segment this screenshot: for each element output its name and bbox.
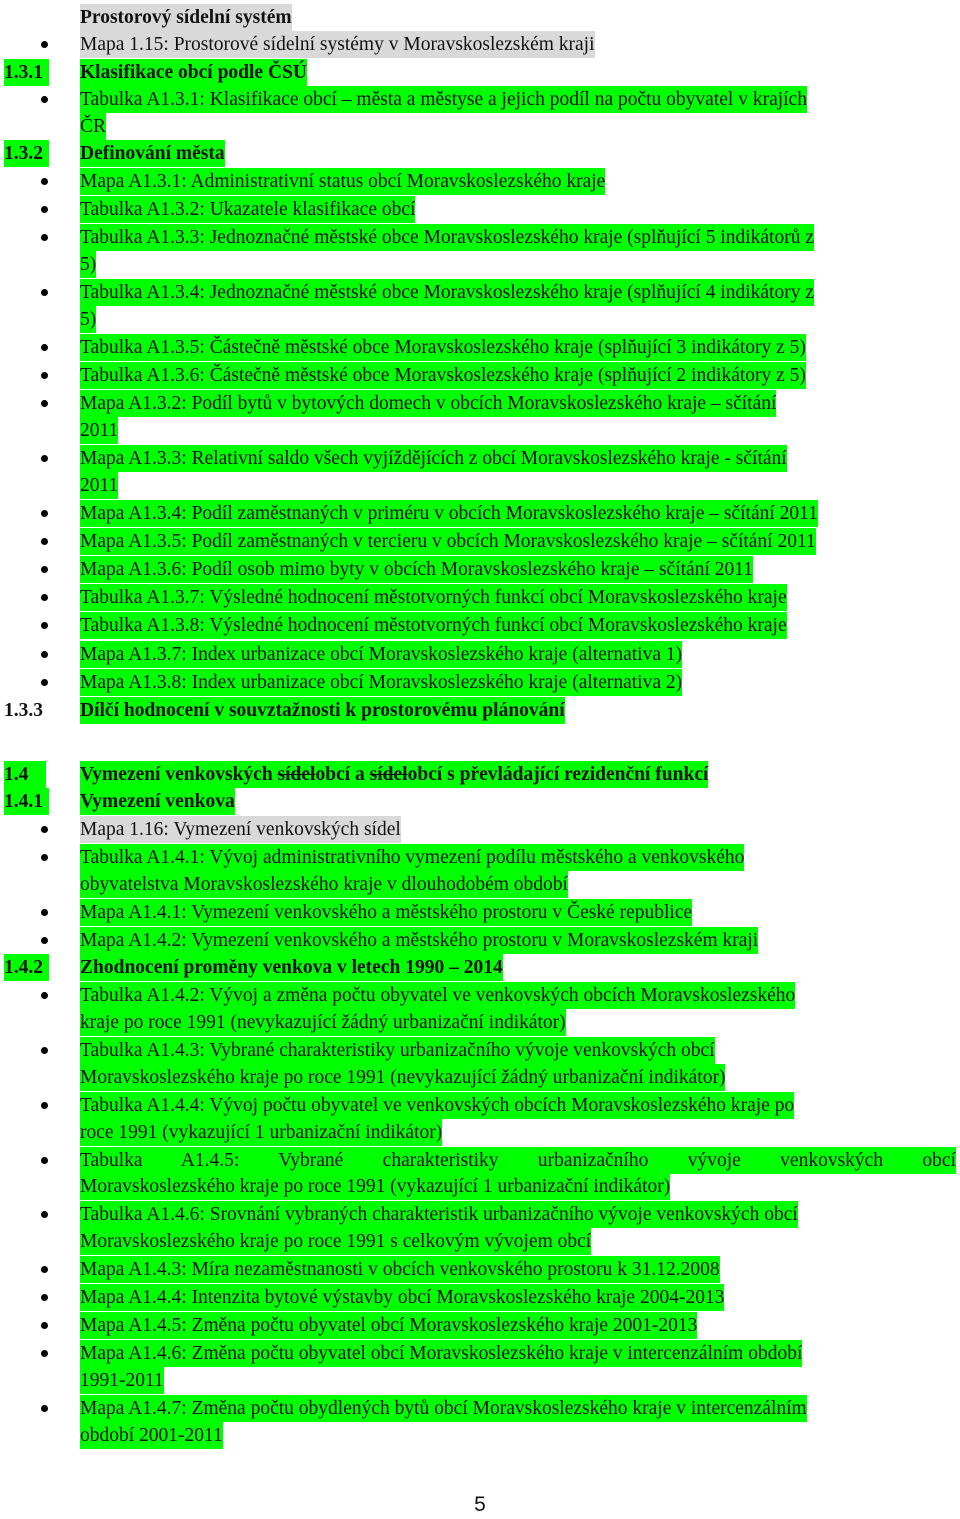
heading-line	[0, 761, 960, 788]
heading-line	[0, 59, 960, 86]
deleted-text: sídel	[369, 764, 408, 785]
list-item-continuation	[0, 1119, 960, 1146]
bullet-icon	[41, 455, 48, 462]
section-number: 1.4	[4, 761, 46, 788]
heading-text: obcí a	[315, 764, 370, 785]
list-item	[0, 1201, 960, 1228]
section-heading: Klasifikace obcí podle ČSÚ	[80, 59, 307, 86]
bullet-icon	[41, 289, 48, 296]
heading-text: obcí s převládající rezidenční funkcí	[407, 764, 709, 785]
list-item-continuation	[0, 472, 960, 499]
bullet-icon	[41, 992, 48, 999]
list-item	[0, 390, 960, 417]
section-number: 1.4.2	[4, 954, 49, 981]
list-item-text: Mapa A1.4.3: Míra nezaměstnanosti v obcích venkovského prostoru k 31.12.2008	[80, 1256, 720, 1283]
list-item	[0, 334, 960, 361]
section-number: 1.3.1	[4, 59, 49, 86]
list-item-text: Tabulka A1.4.1: Vývoj administrativního vymezení podílu městského a venkovského	[80, 844, 744, 871]
list-item-text: Mapa A1.3.1: Administrativní status obcí Moravskoslezského kraje	[80, 168, 605, 195]
heading-line	[0, 4, 960, 31]
section-heading: Vymezení venkova	[80, 788, 235, 815]
list-item-continuation	[0, 1228, 960, 1255]
bullet-icon	[41, 510, 48, 517]
list-item-text: Tabulka A1.4.2: Vývoj a změna počtu obyvatel ve venkovských obcích Moravskoslezského	[80, 982, 795, 1009]
list-item-text: Mapa A1.3.8: Index urbanizace obcí Moravskoslezského kraje (alternativa 2)	[80, 669, 682, 696]
list-item-continuation	[0, 1064, 960, 1091]
bullet-icon	[41, 651, 48, 658]
list-item	[0, 1256, 960, 1283]
list-item	[0, 1147, 960, 1174]
list-item-text: Mapa A1.4.1: Vymezení venkovského a městského prostoru v České republice	[80, 899, 692, 926]
bullet-icon	[41, 400, 48, 407]
list-item	[0, 1092, 960, 1119]
list-item-continuation	[0, 417, 960, 444]
list-item-continuation	[0, 1367, 960, 1394]
list-item	[0, 1312, 960, 1339]
bullet-icon	[41, 909, 48, 916]
list-item-text: Mapa A1.3.3: Relativní saldo všech vyjíždějících z obcí Moravskoslezského kraje - sčítání	[80, 445, 787, 472]
bullet-icon	[41, 1266, 48, 1273]
list-item	[0, 1395, 960, 1422]
list-item	[0, 816, 960, 843]
list-item	[0, 927, 960, 954]
bullet-icon	[41, 234, 48, 241]
bullet-icon	[41, 41, 48, 48]
list-item-continuation	[0, 1173, 960, 1200]
list-item	[0, 445, 960, 472]
list-item	[0, 362, 960, 389]
bullet-icon	[41, 178, 48, 185]
list-item-text: Tabulka A1.3.6: Částečně městské obce Moravskoslezského kraje (splňující 2 indikátory z 5)	[80, 362, 806, 389]
list-item-continuation	[0, 113, 960, 140]
list-item-text: Moravskoslezského kraje po roce 1991 (nevykazující žádný urbanizační indikátor)	[80, 1064, 725, 1091]
heading-line	[0, 788, 960, 815]
list-item	[0, 1340, 960, 1367]
list-item	[0, 669, 960, 696]
list-item-continuation	[0, 1009, 960, 1036]
list-item	[0, 224, 960, 251]
list-item-text: 1991-2011	[80, 1367, 164, 1394]
bullet-icon	[41, 344, 48, 351]
list-item	[0, 612, 960, 639]
list-item-text: Tabulka A1.3.4: Jednoznačné městské obce Moravskoslezského kraje (splňující 4 indikátory z	[80, 279, 814, 306]
bullet-icon	[41, 594, 48, 601]
list-item-text: Tabulka A1.3.5: Částečně městské obce Moravskoslezského kraje (splňující 3 indikátory z 5)	[80, 334, 806, 361]
list-item-text: ČR	[80, 113, 106, 140]
list-item	[0, 899, 960, 926]
list-item-text: Tabulka A1.3.7: Výsledné hodnocení městotvorných funkcí obcí Moravskoslezského kraje	[80, 584, 787, 611]
heading-line	[0, 140, 960, 167]
bullet-icon	[41, 1157, 48, 1164]
list-item-text: 2011	[80, 472, 118, 499]
bullet-icon	[41, 96, 48, 103]
bullet-icon	[41, 566, 48, 573]
list-item	[0, 982, 960, 1009]
list-item-text: obyvatelstva Moravskoslezského kraje v dlouhodobém období	[80, 871, 568, 898]
list-item-continuation	[0, 251, 960, 278]
bullet-icon	[41, 937, 48, 944]
list-item-continuation	[0, 871, 960, 898]
bullet-icon	[41, 1211, 48, 1218]
bullet-icon	[41, 1405, 48, 1412]
bullet-icon	[41, 1350, 48, 1357]
list-item	[0, 31, 960, 58]
list-item	[0, 528, 960, 555]
list-item-text: 2011	[80, 417, 118, 444]
list-item	[0, 86, 960, 113]
section-number: 1.3.3	[4, 700, 43, 721]
bullet-icon	[41, 679, 48, 686]
bullet-icon	[41, 538, 48, 545]
list-item-text: Mapa 1.16: Vymezení venkovských sídel	[80, 816, 401, 843]
list-item	[0, 641, 960, 668]
list-item-text: Mapa A1.3.2: Podíl bytů v bytových domech v obcích Moravskoslezského kraje – sčítání	[80, 390, 776, 417]
list-item-text: Mapa A1.4.5: Změna počtu obyvatel obcí Moravskoslezského kraje 2001-2013	[80, 1312, 697, 1339]
list-item	[0, 500, 960, 527]
list-item-text: 5)	[80, 251, 96, 278]
bullet-icon	[41, 1102, 48, 1109]
list-item	[0, 844, 960, 871]
list-item	[0, 168, 960, 195]
bullet-icon	[41, 622, 48, 629]
section-heading: Definování města	[80, 140, 225, 167]
list-item-text: kraje po roce 1991 (nevykazující žádný urbanizační indikátor)	[80, 1009, 566, 1036]
section-heading: Dílčí hodnocení v souvztažnosti k prostorovému plánování	[80, 697, 565, 724]
list-item-continuation	[0, 1422, 960, 1449]
heading-text: Vymezení venkovských	[80, 764, 278, 785]
bullet-icon	[41, 1047, 48, 1054]
bullet-icon	[41, 826, 48, 833]
list-item	[0, 196, 960, 223]
list-item-text: Mapa A1.3.5: Podíl zaměstnaných v tercieru v obcích Moravskoslezského kraje – sčítání 2011	[80, 528, 816, 555]
list-item	[0, 1037, 960, 1064]
section-heading	[80, 761, 708, 788]
list-item-text: Tabulka A1.4.6: Srovnání vybraných charakteristik urbanizačního vývoje venkovských obcí	[80, 1201, 798, 1228]
heading-line	[0, 954, 960, 981]
section-number: 1.3.2	[4, 140, 49, 167]
list-item-text: Mapa A1.4.6: Změna počtu obyvatel obcí Moravskoslezského kraje v intercenzálním období	[80, 1340, 802, 1367]
list-item-text: Mapa A1.3.6: Podíl osob mimo byty v obcích Moravskoslezského kraje – sčítání 2011	[80, 556, 753, 583]
section-number: 1.4.1	[4, 788, 49, 815]
list-item-text: Mapa A1.4.7: Změna počtu obydlených bytů obcí Moravskoslezského kraje v intercenzálním	[80, 1395, 807, 1422]
list-item-continuation	[0, 306, 960, 333]
list-item	[0, 584, 960, 611]
bullet-icon	[41, 854, 48, 861]
list-item-text: Tabulka A1.3.8: Výsledné hodnocení městotvorných funkcí obcí Moravskoslezského kraje	[80, 612, 787, 639]
list-item-text: Tabulka A1.3.1: Klasifikace obcí – města a městyse a jejich podíl na počtu obyvatel v krajích	[80, 86, 807, 113]
list-item-text: Tabulka A1.4.5: Vybrané charakteristiky urbanizačního vývoje venkovských obcí	[80, 1147, 956, 1174]
list-item-text: období 2001-2011	[80, 1422, 223, 1449]
list-item-text: Mapa 1.15: Prostorové sídelní systémy v Moravskoslezském kraji	[80, 31, 595, 58]
list-item-text: Mapa A1.4.4: Intenzita bytové výstavby obcí Moravskoslezského kraje 2004-2013	[80, 1284, 724, 1311]
list-item	[0, 279, 960, 306]
list-item-text: roce 1991 (vykazující 1 urbanizační indikátor)	[80, 1119, 442, 1146]
list-item-text: Tabulka A1.4.4: Vývoj počtu obyvatel ve venkovských obcích Moravskoslezského kraje po	[80, 1092, 794, 1119]
list-item-text: Moravskoslezského kraje po roce 1991 (vykazující 1 urbanizační indikátor)	[80, 1173, 670, 1200]
list-item-text: Tabulka A1.4.3: Vybrané charakteristiky urbanizačního vývoje venkovských obcí	[80, 1037, 715, 1064]
heading-line	[0, 697, 960, 724]
list-item-text: Mapa A1.4.2: Vymezení venkovského a městského prostoru v Moravskoslezském kraji	[80, 927, 758, 954]
list-item	[0, 1284, 960, 1311]
list-item-text: Mapa A1.3.4: Podíl zaměstnaných v priméru v obcích Moravskoslezského kraje – sčítání 2011	[80, 500, 818, 527]
bullet-icon	[41, 1322, 48, 1329]
list-item-text: Tabulka A1.3.3: Jednoznačné městské obce Moravskoslezského kraje (splňující 5 indikátorů z	[80, 224, 814, 251]
bullet-icon	[41, 206, 48, 213]
list-item	[0, 556, 960, 583]
deleted-text: sídel	[277, 764, 316, 785]
section-heading: Prostorový sídelní systém	[80, 4, 292, 31]
bullet-icon	[41, 1294, 48, 1301]
section-heading: Zhodnocení proměny venkova v letech 1990 – 2014	[80, 954, 503, 981]
list-item-text: Tabulka A1.3.2: Ukazatele klasifikace obcí	[80, 196, 415, 223]
page-number: 5	[474, 1493, 486, 1516]
list-item-text: Mapa A1.3.7: Index urbanizace obcí Moravskoslezského kraje (alternativa 1)	[80, 641, 682, 668]
bullet-icon	[41, 372, 48, 379]
list-item-text: Moravskoslezského kraje po roce 1991 s celkovým vývojem obcí	[80, 1228, 591, 1255]
list-item-text: 5)	[80, 306, 96, 333]
